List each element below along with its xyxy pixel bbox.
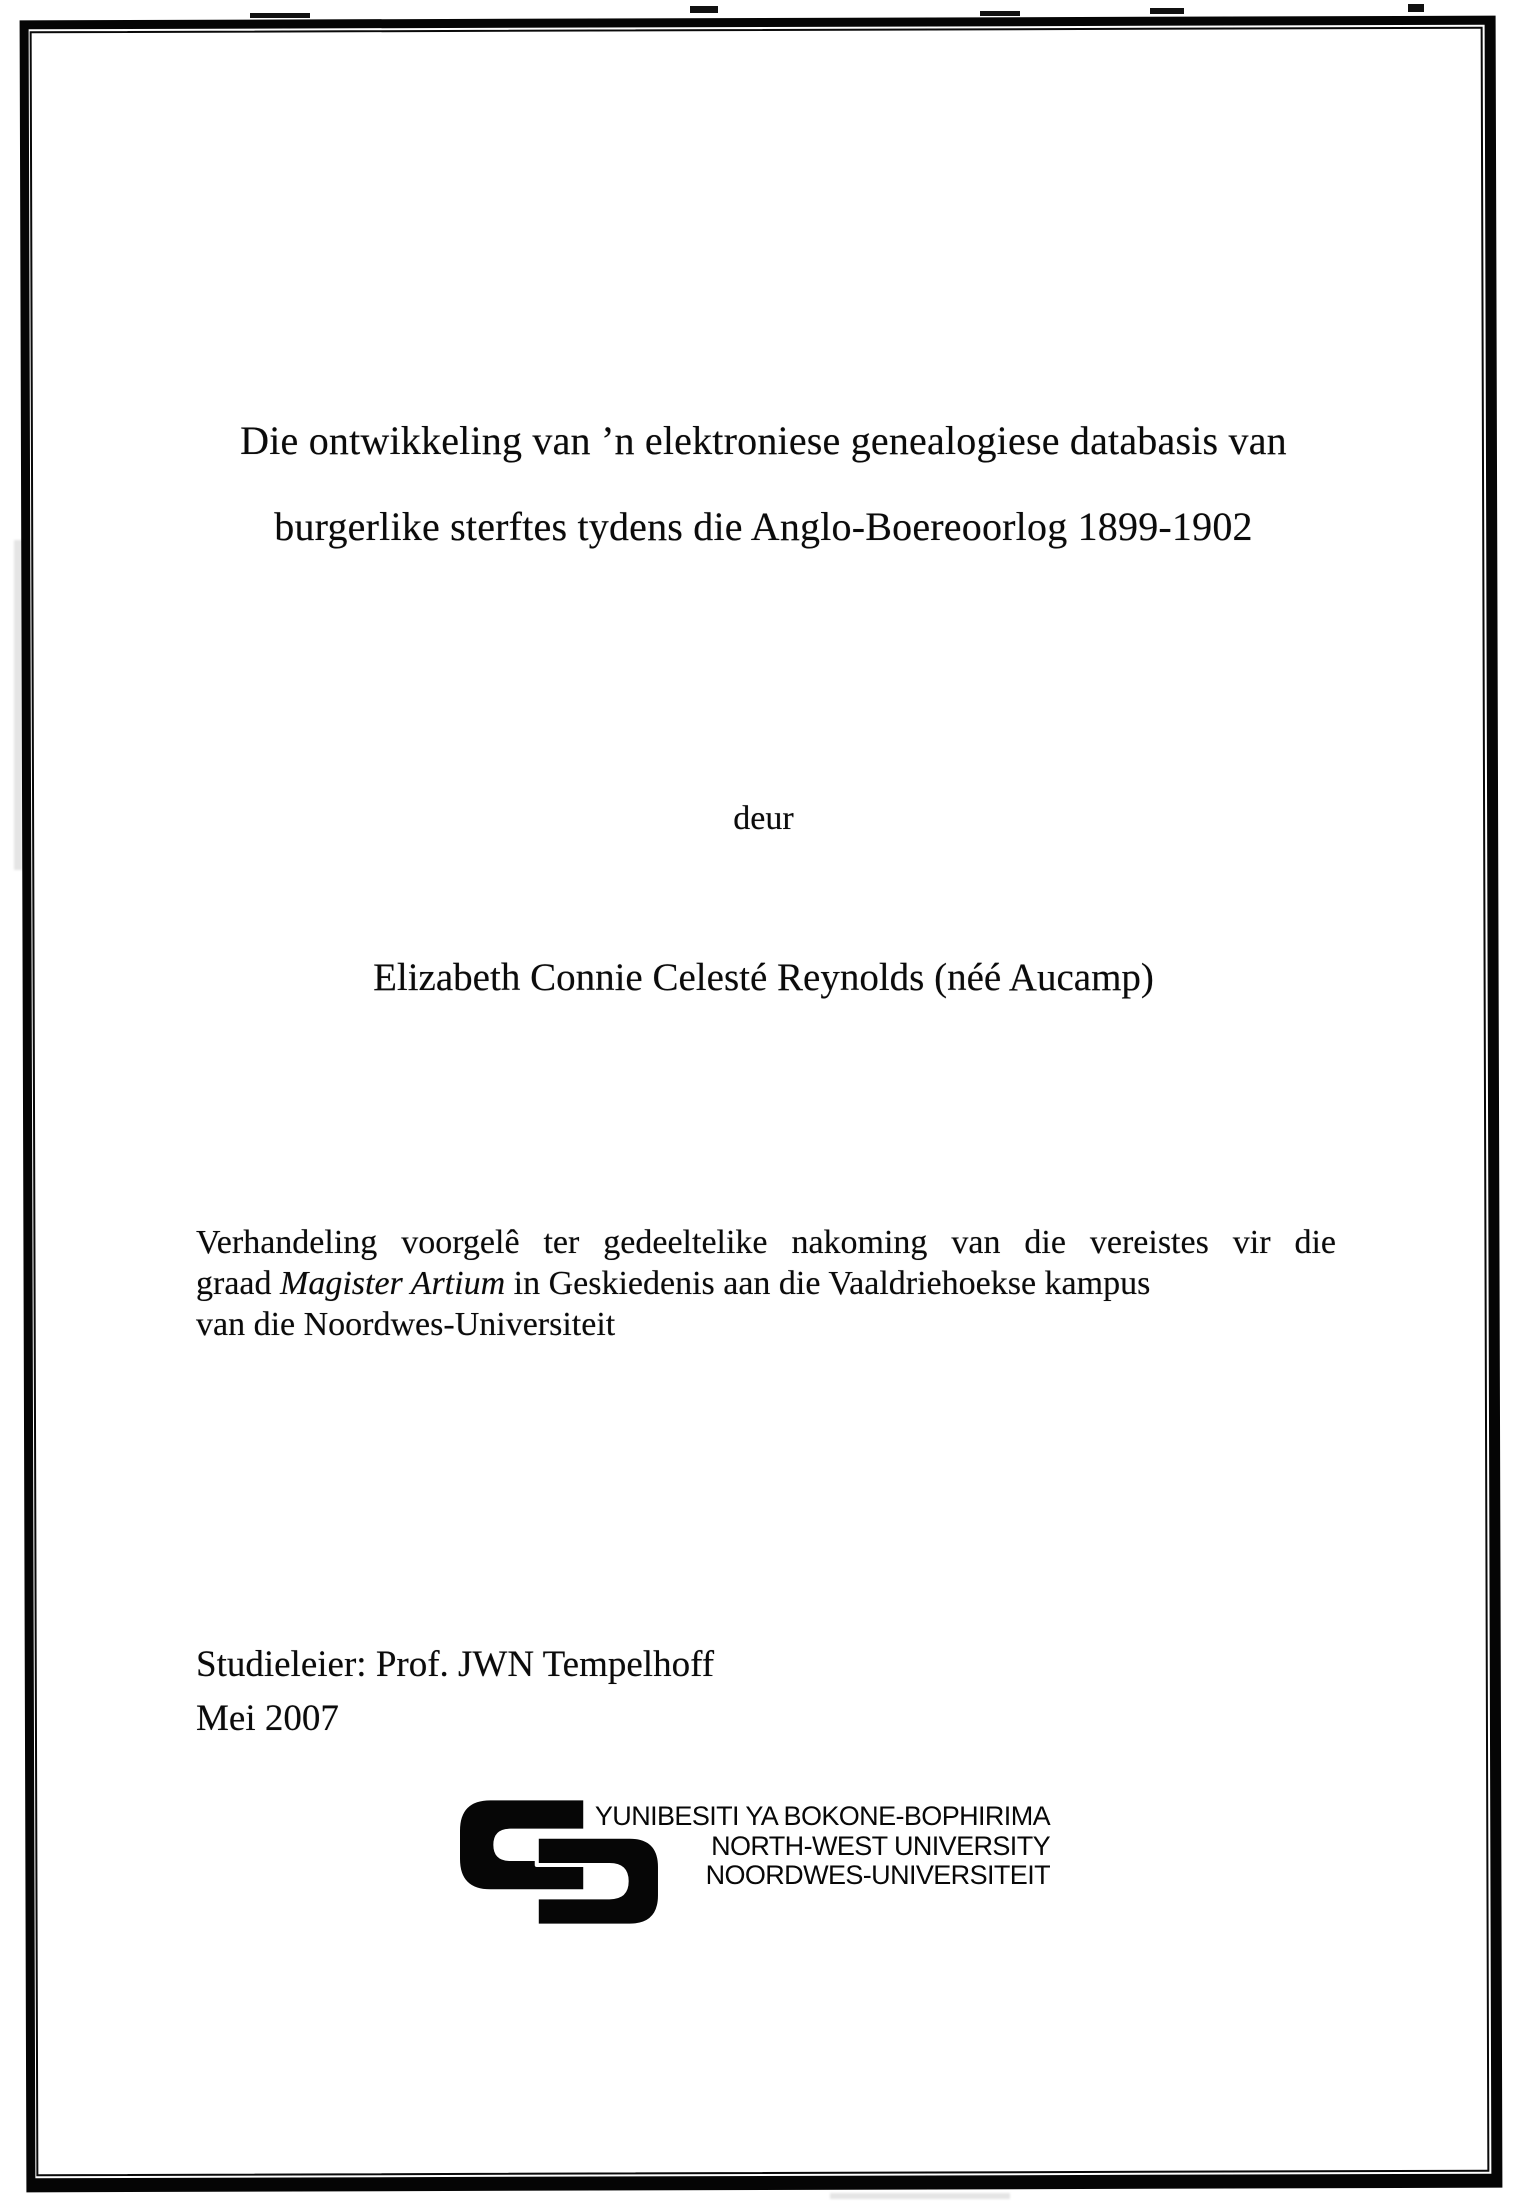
thesis-title <box>173 398 1354 570</box>
byline-label: deur <box>733 800 794 837</box>
degree-statement-line1: Verhandeling voorgelê ter gedeeltelike nakoming van die vereistes vir die <box>196 1224 1336 1261</box>
scan-speck <box>1150 8 1184 14</box>
university-name-afrikaans: NOORDWES-UNIVERSITEIT <box>705 1860 1050 1890</box>
scan-speck <box>690 6 718 13</box>
scan-smudge <box>830 2193 1010 2199</box>
scan-speck <box>1408 4 1424 12</box>
university-name-english: NORTH-WEST UNIVERSITY <box>711 1830 1050 1861</box>
thesis-title-line1: Die ontwikkeling van ’n elektroniese genealogiese databasis van <box>240 418 1287 463</box>
university-wordmark <box>583 1802 1050 1891</box>
date-line: Mei 2007 <box>196 1698 339 1739</box>
supervisor-line: Studieleier: Prof. JWN Tempelhoff <box>196 1644 715 1685</box>
scan-speck <box>980 11 1020 16</box>
degree-name: Magister Artium <box>280 1265 506 1302</box>
university-name-setswana: YUNIBESITI YA BOKONE-BOPHIRIMA <box>594 1801 1050 1831</box>
scan-smudge <box>14 540 22 870</box>
scan-speck <box>250 13 310 18</box>
degree-statement <box>196 1222 1336 1345</box>
author-name: Elizabeth Connie Celesté Reynolds (néé Aucamp) <box>373 956 1154 999</box>
thesis-title-line2: burgerlike sterftes tydens die Anglo-Boereoorlog 1899-1902 <box>274 504 1253 549</box>
degree-statement-line2-prefix: graad <box>196 1265 281 1302</box>
degree-statement-line2-suffix: in Geskiedenis aan die Vaaldriehoekse kampus <box>505 1265 1151 1302</box>
degree-statement-line3: van die Noordwes-Universiteit <box>196 1306 616 1343</box>
degree-statement-line2 <box>196 1263 1336 1304</box>
